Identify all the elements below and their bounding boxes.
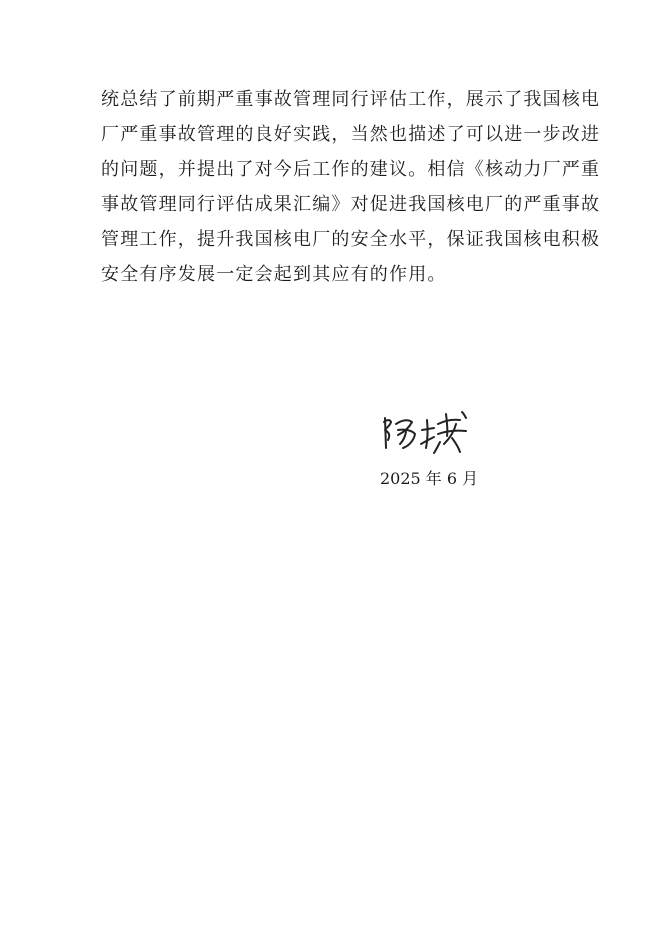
paragraph-line-2: 厂严重事故管理的良好实践，当然也描述了可以进一步改进 — [101, 124, 601, 145]
paragraph-line-6: 安全有序发展一定会起到其应有的作用。 — [101, 264, 447, 285]
signature-date: 2025 年 6 月 — [380, 469, 479, 488]
signature-drawing — [376, 404, 476, 460]
paragraph-line-5: 管理工作，提升我国核电厂的安全水平，保证我国核电积极 — [101, 229, 601, 250]
body-paragraph — [101, 82, 601, 292]
paragraph-line-3: 的问题，并提出了对今后工作的建议。相信《核动力厂严重 — [101, 159, 601, 180]
handwritten-signature — [376, 404, 476, 460]
paragraph-line-4: 事故管理同行评估成果汇编》对促进我国核电厂的严重事故 — [101, 194, 601, 215]
paragraph-line-1: 统总结了前期严重事故管理同行评估工作，展示了我国核电 — [101, 89, 601, 110]
